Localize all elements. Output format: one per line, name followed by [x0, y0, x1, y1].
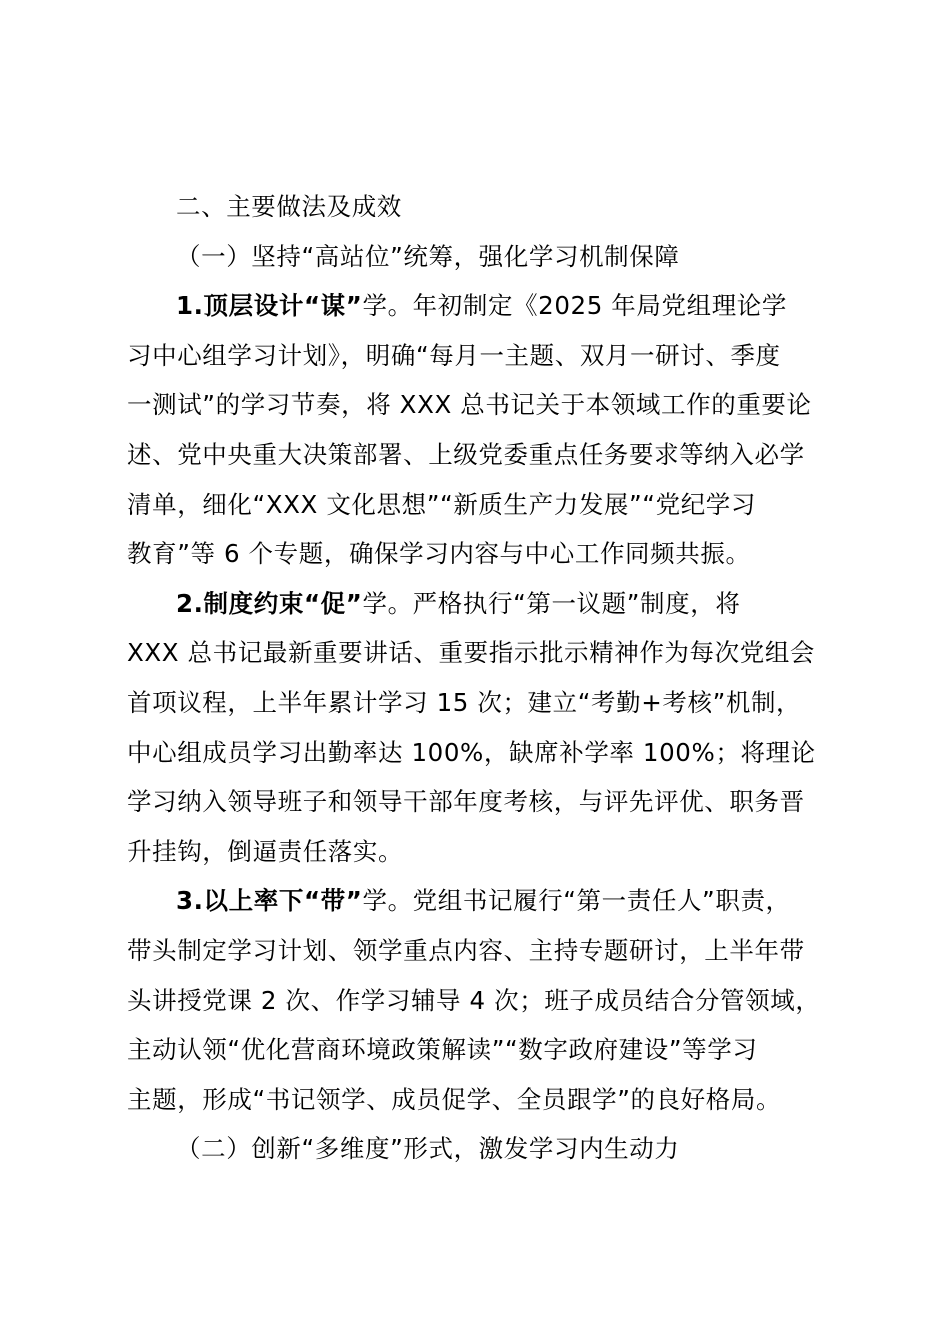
paragraph-1-line-5: 清单，细化“XXX 文化思想”“新质生产力发展”“党纪学习 — [127, 489, 757, 519]
paragraph-3-line-1 — [127, 876, 833, 926]
paragraph-1-line-3: 一测试”的学习节奏，将 XXX 总书记关于本领域工作的重要论 — [127, 390, 812, 420]
paragraph-1-line-2: 习中心组学习计划》，明确“每月一主题、双月一研讨、季度 — [127, 340, 781, 370]
paragraph-2-line-6: 升挂钩，倒逼责任落实。 — [127, 836, 404, 866]
paragraph-1-text: 学。年初制定《2025 年局党组理论学 — [362, 291, 788, 321]
paragraph-3-lead: 3.以上率下“带” — [176, 886, 363, 916]
paragraph-1-line-6: 教育”等 6 个专题，确保学习内容与中心工作同频共振。 — [127, 539, 751, 569]
paragraph-1-line-4: 述、党中央重大决策部署、上级党委重点任务要求等纳入必学 — [127, 439, 805, 469]
paragraph-2-line-4: 中心组成员学习出勤率达 100%，缺席补学率 100%；将理论 — [127, 737, 816, 767]
paragraph-2-line-2: XXX 总书记最新重要讲话、重要指示批示精神作为每次党组会 — [127, 638, 816, 668]
section-heading: 二、主要做法及成效 — [176, 192, 402, 221]
paragraph-2-lead: 2.制度约束“促” — [176, 588, 363, 618]
paragraph-3-text: 学。党组书记履行“第一责任人”职责， — [362, 886, 791, 916]
paragraph-2-line-5: 学习纳入领导班子和领导干部年度考核，与评先评优、职务晋 — [127, 787, 805, 817]
paragraph-3-line-3: 头讲授党课 2 次、作学习辅导 4 次；班子成员结合分管领域， — [127, 985, 821, 1015]
paragraph-2-line-1 — [127, 579, 833, 629]
paragraph-2-text: 学。严格执行“第一议题”制度，将 — [362, 588, 741, 618]
subsection-heading-2: （二）创新“多维度”形式，激发学习内生动力 — [176, 1134, 680, 1164]
paragraph-3-line-4: 主动认领“优化营商环境政策解读”“数字政府建设”等学习 — [127, 1035, 758, 1065]
paragraph-2-line-3: 首项议程，上半年累计学习 15 次；建立“考勤+考核”机制， — [127, 687, 802, 717]
paragraph-3-line-2: 带头制定学习计划、领学重点内容、主持专题研讨，上半年带 — [127, 935, 805, 965]
document-page — [127, 182, 833, 1174]
paragraph-1-lead: 1.顶层设计“谋” — [176, 291, 363, 321]
paragraph-3-line-5: 主题，形成“书记领学、成员促学、全员跟学”的良好格局。 — [127, 1084, 782, 1114]
paragraph-1-line-1 — [127, 281, 833, 331]
subsection-heading-1: （一）坚持“高站位”统筹，强化学习机制保障 — [176, 241, 680, 271]
